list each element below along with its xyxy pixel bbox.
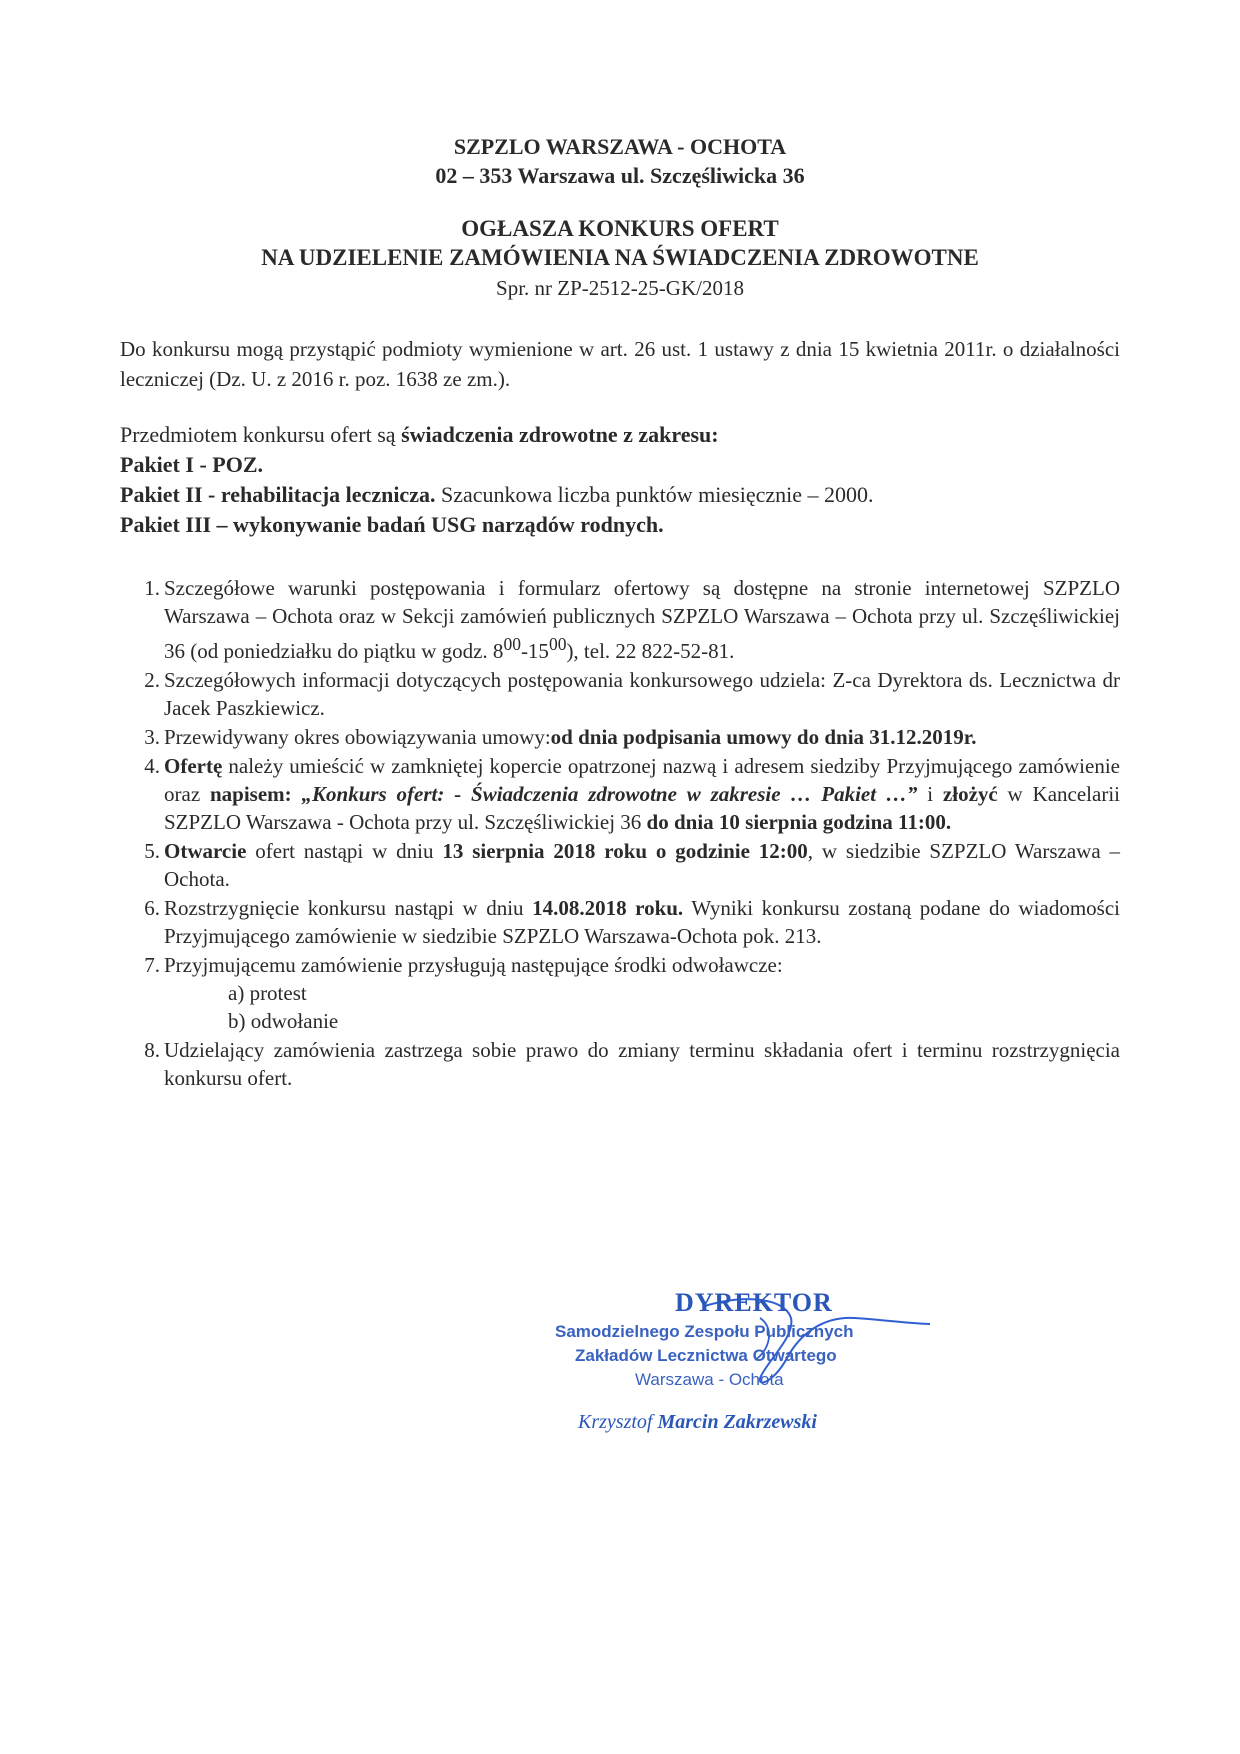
- list-item: 1. Szczegółowe warunki postępowania i formularz ofertowy są dostępne na stronie internetowej SZPZLO Warszawa – Ochota oraz w Sekcji zamówień publicznych SZPZLO Warszawa – Ochota przy ul. Szczęśliwickiej 36 (od poniedziałku do piątku w godz. $8^{00}-15^{00}$), tel. 22 822-52-81.: [144, 576, 1120, 663]
- case-reference: Spr. nr ZP-2512-25-GK/2018: [496, 276, 744, 300]
- announcement-subtitle: NA UDZIELENIE ZAMÓWIENIA NA ŚWIADCZENIA ZDROWOTNE: [261, 245, 979, 270]
- stamp-title: DYREKTOR: [675, 1288, 833, 1317]
- subject-lead: Przedmiotem konkursu ofert są świadczenia zdrowotne z zakresu:: [120, 422, 719, 447]
- package-1: Pakiet I - POZ.: [120, 452, 263, 477]
- stamp-line-2: Zakładów Lecznictwa Otwartego: [575, 1346, 837, 1365]
- intro-paragraph: Do konkursu mogą przystąpić podmioty wymienione w art. 26 ust. 1 ustawy z dnia 15 kwietnia 2011r. o działalności leczniczej (Dz. U. z 2016 r. poz. 1638 ze zm.).: [120, 337, 1120, 391]
- director-stamp: [555, 1288, 935, 1398]
- list-item: 4. Ofertę należy umieścić w zamkniętej kopercie opatrzonej nazwą i adresem siedziby Przyjmującego zamówienie oraz napisem: „Konkurs ofert: - Świadczenia zdrowotne w zakresie … Pakiet …” i złożyć w Kancelarii SZPZLO Warszawa - Ochota przy ul. Szczęśliwickiej 36 do dnia 10 sierpnia godzina 11:00.: [144, 754, 1121, 834]
- remedy-appeal: b) odwołanie: [228, 1009, 339, 1033]
- package-2: Pakiet II - rehabilitacja lecznicza. Szacunkowa liczba punktów miesięcznie – 2000.: [120, 482, 874, 507]
- stamp-line-3: Warszawa - Ochota: [635, 1370, 784, 1389]
- remedy-protest: a) protest: [228, 981, 307, 1005]
- list-item: 7. Przyjmującemu zamówienie przysługują następujące środki odwoławcze: a) protest b) odwołanie: [120, 951, 1120, 1035]
- conditions-list: [120, 574, 1120, 1093]
- list-item: 3. Przewidywany okres obowiązywania umowy:od dnia podpisania umowy do dnia 31.12.2019r.: [144, 725, 977, 749]
- package-3: Pakiet III – wykonywanie badań USG narządów rodnych.: [120, 512, 664, 537]
- list-item: 8. Udzielający zamówienia zastrzega sobie prawo do zmiany terminu składania ofert i terminu rozstrzygnięcia konkursu ofert.: [144, 1038, 1120, 1090]
- list-item: 2. Szczegółowych informacji dotyczących postępowania konkursowego udziela: Z-ca Dyrektora ds. Lecznictwa dr Jacek Paszkiewicz.: [144, 668, 1120, 720]
- stamp-line-1: Samodzielnego Zespołu Publicznych: [555, 1322, 854, 1341]
- list-item: 5. Otwarcie ofert nastąpi w dniu 13 sierpnia 2018 roku o godzinie 12:00, w siedzibie SZPZLO Warszawa – Ochota.: [144, 839, 1121, 891]
- signatory-name: Krzysztof Marcin Zakrzewski: [578, 1411, 817, 1433]
- list-item: 6. Rozstrzygnięcie konkursu nastąpi w dniu 14.08.2018 roku. Wyniki konkursu zostaną podane do wiadomości Przyjmującego zamówienie w siedzibie SZPZLO Warszawa-Ochota pok. 213.: [144, 896, 1120, 948]
- announcement-title: OGŁASZA KONKURS OFERT: [461, 216, 779, 241]
- subject-section: [120, 420, 1120, 540]
- org-address: 02 – 353 Warszawa ul. Szczęśliwicka 36: [435, 163, 805, 188]
- org-name: SZPZLO WARSZAWA - OCHOTA: [453, 134, 787, 159]
